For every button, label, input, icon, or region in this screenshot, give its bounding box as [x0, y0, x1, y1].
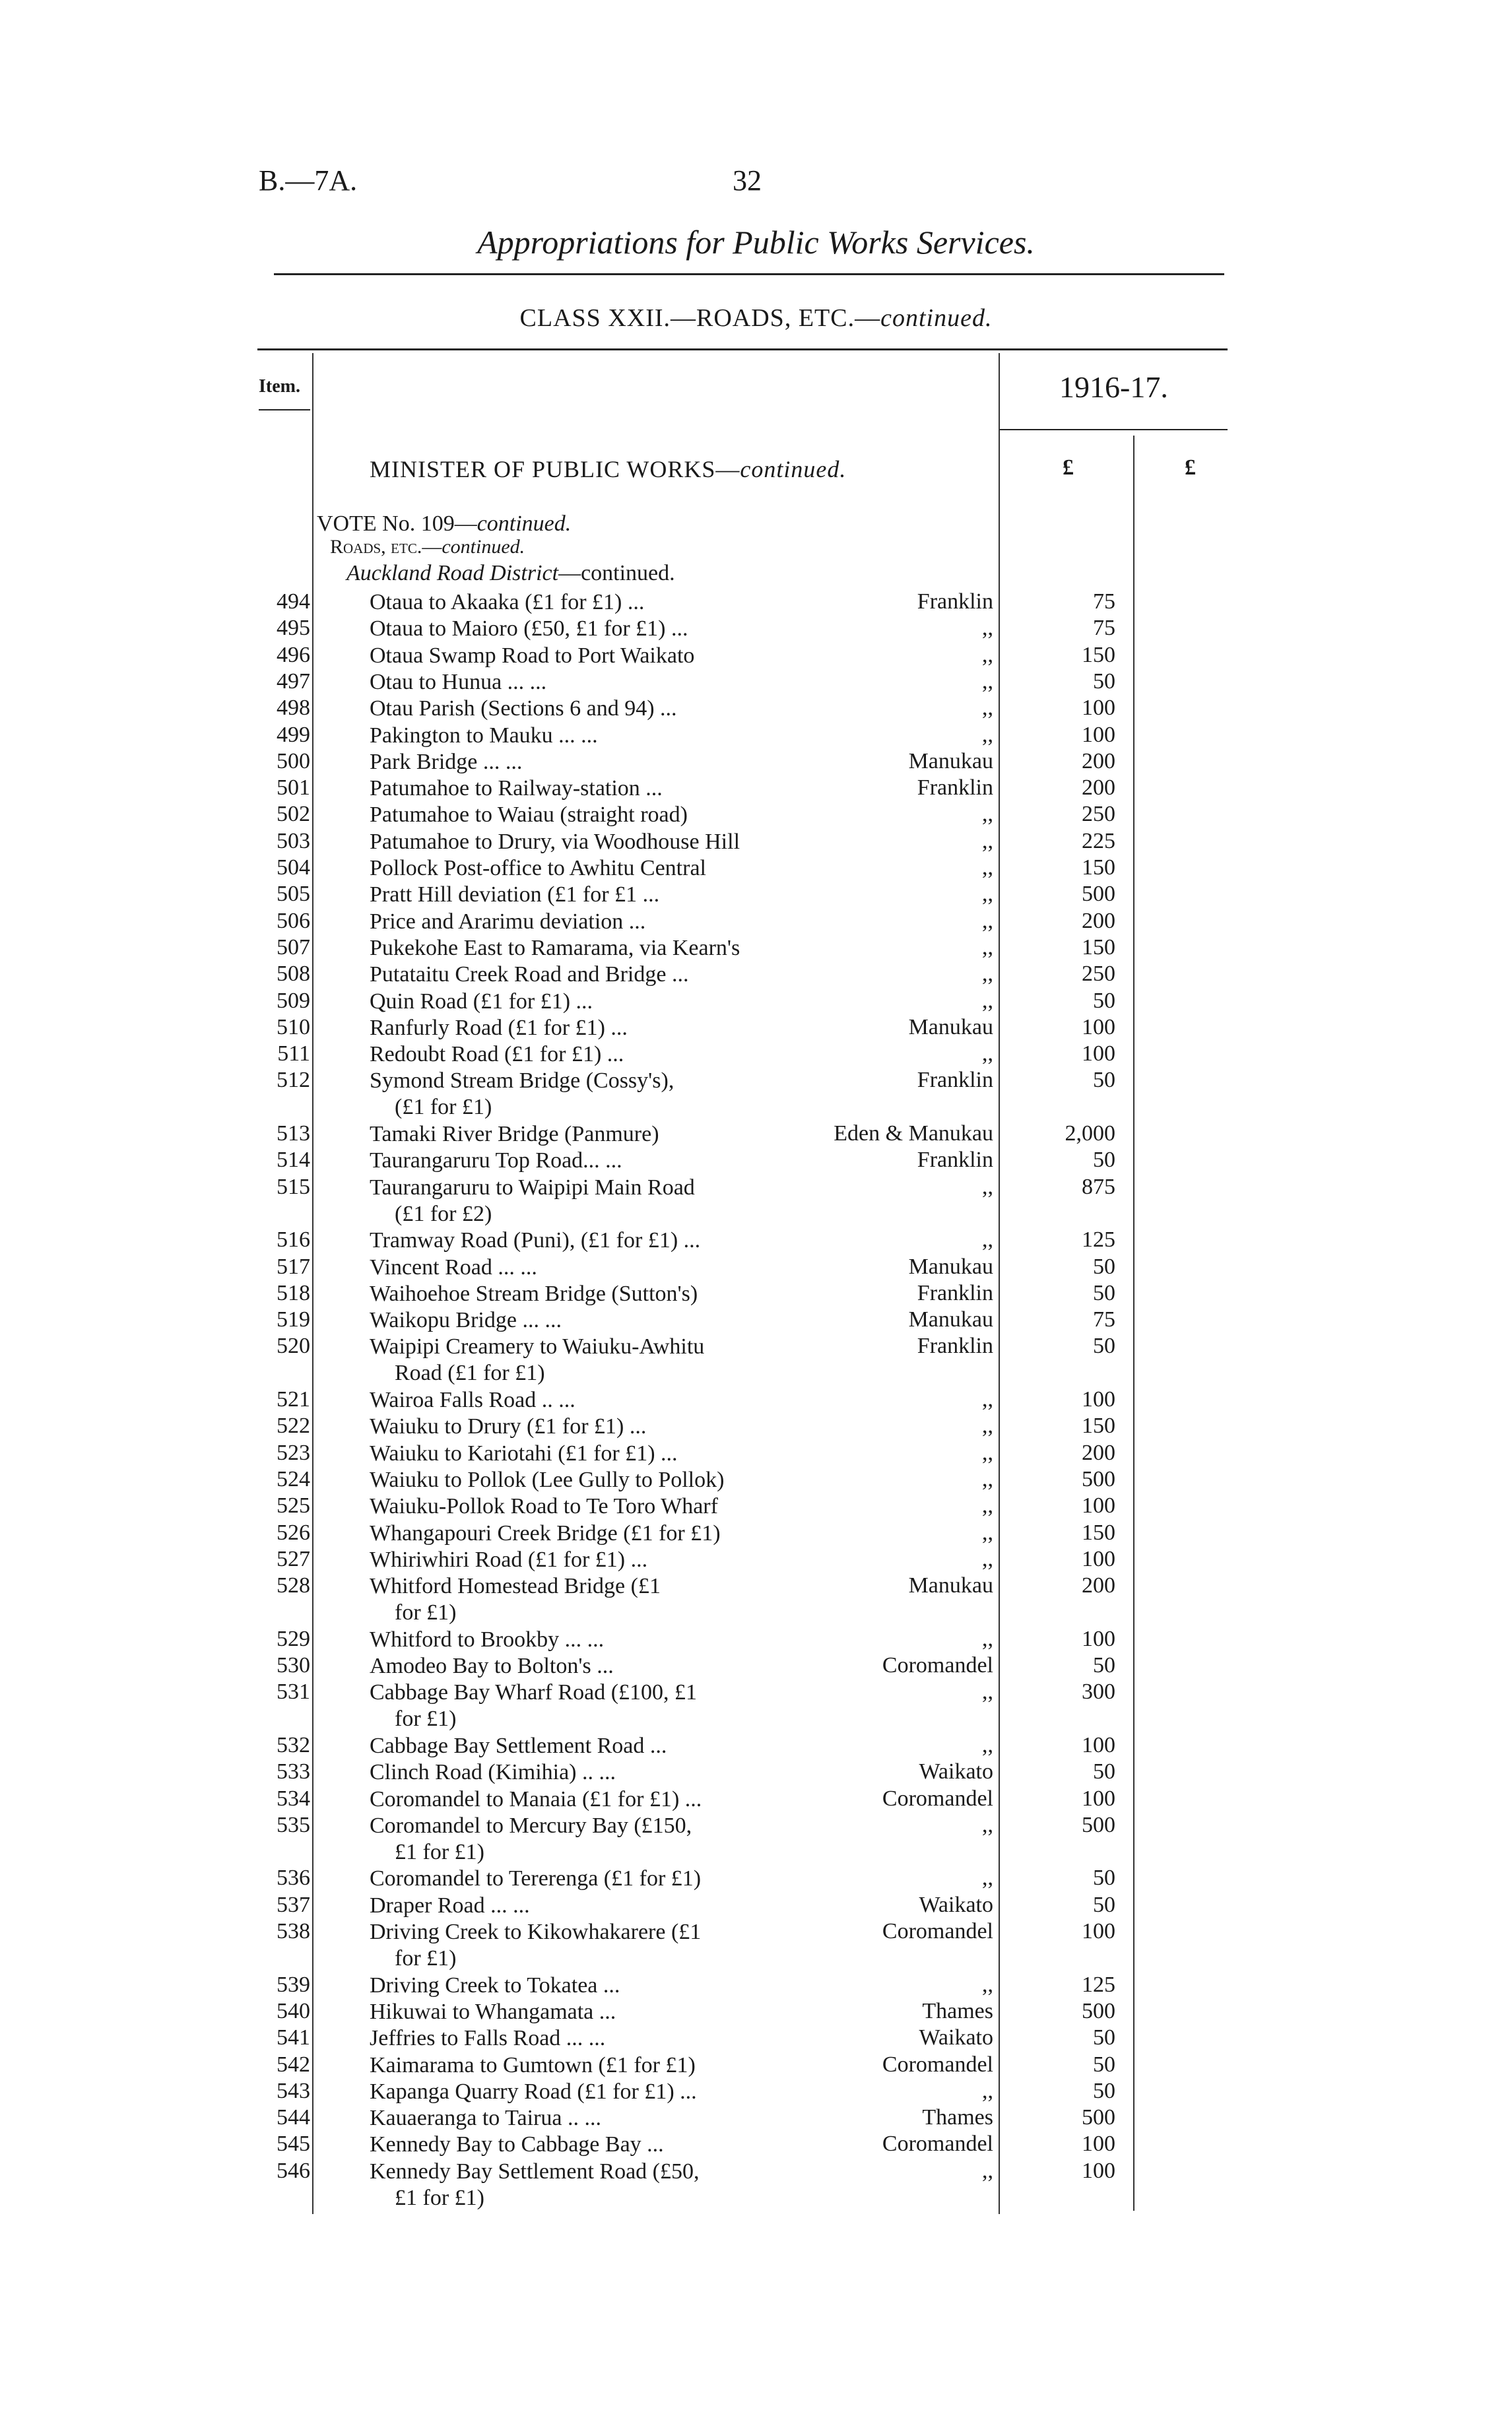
- item-number: 501: [277, 775, 310, 800]
- electoral-district: ,,: [982, 802, 993, 827]
- electoral-district: Eden & Manukau: [834, 1121, 993, 1146]
- item-column-header: Item.: [259, 376, 300, 397]
- electoral-district: Thames: [922, 1998, 993, 2023]
- electoral-district: ,,: [982, 988, 993, 1013]
- electoral-district: ,,: [982, 1466, 993, 1491]
- electoral-district: Coromandel: [882, 2052, 993, 2077]
- amount: 200: [1082, 775, 1115, 800]
- roads-heading: [330, 536, 525, 558]
- item-number: 530: [277, 1653, 310, 1678]
- amount: 100: [1082, 696, 1115, 721]
- item-number: 520: [277, 1334, 310, 1359]
- currency-symbol-2: £: [1185, 455, 1196, 480]
- item-description-line: Vincent Road ... ...: [370, 1255, 537, 1280]
- item-number: 502: [277, 802, 310, 827]
- electoral-district: ,,: [982, 934, 993, 960]
- amount: 250: [1082, 802, 1115, 827]
- item-number: 540: [277, 1998, 310, 2023]
- electoral-district: ,,: [982, 1546, 993, 1571]
- item-number: 504: [277, 855, 310, 880]
- item-number: 529: [277, 1626, 310, 1651]
- item-number: 495: [277, 616, 310, 641]
- item-description-line: Pollock Post-office to Awhitu Central: [370, 856, 706, 880]
- electoral-district: ,,: [982, 1414, 993, 1439]
- electoral-district: ,,: [982, 1626, 993, 1651]
- amount: 50: [1093, 1068, 1115, 1093]
- item-number: 500: [277, 748, 310, 773]
- electoral-district: Franklin: [917, 1068, 993, 1093]
- amount: 50: [1093, 669, 1115, 694]
- item-description-line: £1 for £1): [395, 1839, 484, 1864]
- item-number: 527: [277, 1546, 310, 1571]
- amount: 150: [1082, 934, 1115, 960]
- item-number: 541: [277, 2025, 310, 2050]
- item-description-line: Taurangaruru to Waipipi Main Road: [370, 1175, 695, 1200]
- item-number: 528: [277, 1573, 310, 1598]
- item-column-divider: [312, 353, 313, 2214]
- electoral-district: Waikato: [919, 2025, 993, 2050]
- electoral-district: ,,: [982, 616, 993, 641]
- item-description-line: Cabbage Bay Settlement Road ...: [370, 1733, 667, 1758]
- item-number: 534: [277, 1786, 310, 1811]
- item-description-line: Whiriwhiri Road (£1 for £1) ...: [370, 1547, 648, 1572]
- ministry-heading-continued: continued.: [740, 456, 847, 482]
- amount: 500: [1082, 1812, 1115, 1837]
- item-number: 513: [277, 1121, 310, 1146]
- electoral-district: ,,: [982, 1680, 993, 1705]
- item-description-line: Jeffries to Falls Road ... ...: [370, 2026, 606, 2051]
- amount: 75: [1093, 616, 1115, 641]
- electoral-district: ,,: [982, 696, 993, 721]
- amount: 200: [1082, 748, 1115, 773]
- district-heading: [346, 561, 675, 586]
- roads-heading-main: Roads, etc.—: [330, 536, 442, 558]
- item-description-line: Otau Parish (Sections 6 and 94) ...: [370, 696, 677, 721]
- item-description-line: Tamaki River Bridge (Panmure): [370, 1122, 659, 1146]
- year-column-header: 1916-17.: [1059, 370, 1168, 404]
- item-number: 518: [277, 1280, 310, 1305]
- amount: 200: [1082, 1440, 1115, 1465]
- amount: 75: [1093, 589, 1115, 614]
- item-description-line: Pakington to Mauku ... ...: [370, 723, 598, 748]
- item-number: 508: [277, 962, 310, 987]
- electoral-district: Coromandel: [882, 1786, 993, 1811]
- electoral-district: Coromandel: [882, 2132, 993, 2157]
- item-description-line: Taurangaruru Top Road... ...: [370, 1148, 622, 1173]
- amount: 50: [1093, 1254, 1115, 1279]
- amount: 125: [1082, 1227, 1115, 1253]
- item-description-line: Waiuku to Pollok (Lee Gully to Pollok): [370, 1467, 725, 1492]
- class-heading-main: CLASS XXII.—ROADS, ETC.—: [519, 304, 881, 332]
- amount: 50: [1093, 1653, 1115, 1678]
- amount-column-divider: [999, 353, 1000, 2214]
- item-description-line: Cabbage Bay Wharf Road (£100, £1: [370, 1680, 698, 1705]
- item-number: 512: [277, 1068, 310, 1093]
- vote-heading: [317, 511, 571, 537]
- item-number: 503: [277, 828, 310, 853]
- item-number: 510: [277, 1014, 310, 1039]
- item-description-line: Redoubt Road (£1 for £1) ...: [370, 1042, 624, 1067]
- item-description-line: Putataitu Creek Road and Bridge ...: [370, 962, 689, 987]
- item-description-line: Kennedy Bay Settlement Road (£50,: [370, 2159, 700, 2184]
- electoral-district: ,,: [982, 1866, 993, 1891]
- item-description-line: Price and Ararimu deviation ...: [370, 909, 646, 934]
- item-description-line: for £1): [395, 1946, 457, 1971]
- electoral-district: Franklin: [917, 1280, 993, 1305]
- electoral-district: ,,: [982, 1493, 993, 1518]
- item-number: 538: [277, 1919, 310, 1943]
- electoral-district: ,,: [982, 1174, 993, 1199]
- item-description-line: Driving Creek to Kikowhakarere (£1: [370, 1920, 702, 1944]
- amount: 100: [1082, 1919, 1115, 1943]
- item-description-line: Ranfurly Road (£1 for £1) ...: [370, 1015, 628, 1040]
- electoral-district: ,,: [982, 962, 993, 987]
- item-description-line: Patumahoe to Drury, via Woodhouse Hill: [370, 829, 740, 854]
- item-description-line: Pratt Hill deviation (£1 for £1 ...: [370, 882, 660, 907]
- item-description-line: Patumahoe to Railway-station ...: [370, 776, 663, 801]
- ministry-heading: [370, 455, 846, 483]
- item-description-line: Whitford Homestead Bridge (£1: [370, 1574, 661, 1599]
- amount: 50: [1093, 988, 1115, 1013]
- item-number: 499: [277, 722, 310, 747]
- item-number: 535: [277, 1812, 310, 1837]
- item-description-line: Waihoehoe Stream Bridge (Sutton's): [370, 1281, 698, 1306]
- item-number: 517: [277, 1254, 310, 1279]
- item-description-line: Wairoa Falls Road .. ...: [370, 1388, 575, 1412]
- electoral-district: ,,: [982, 642, 993, 667]
- item-number: 515: [277, 1174, 310, 1199]
- amount: 2,000: [1065, 1121, 1115, 1146]
- item-number: 516: [277, 1227, 310, 1253]
- item-description-line: Clinch Road (Kimihia) .. ...: [370, 1760, 616, 1785]
- item-description-line: Waiuku to Drury (£1 for £1) ...: [370, 1414, 647, 1439]
- item-description-line: Hikuwai to Whangamata ...: [370, 1999, 616, 2024]
- amount: 100: [1082, 1732, 1115, 1757]
- page-title: Appropriations for Public Works Services.: [477, 224, 1035, 261]
- item-number: 537: [277, 1892, 310, 1917]
- district-heading-continued: —continued.: [558, 561, 675, 585]
- electoral-district: Franklin: [917, 775, 993, 800]
- item-description-line: Road (£1 for £1): [395, 1361, 545, 1386]
- amount: 150: [1082, 1414, 1115, 1439]
- electoral-district: ,,: [982, 722, 993, 747]
- item-number: 514: [277, 1148, 310, 1173]
- electoral-district: ,,: [982, 2078, 993, 2103]
- electoral-district: ,,: [982, 669, 993, 694]
- amount: 100: [1082, 722, 1115, 747]
- item-number: 532: [277, 1732, 310, 1757]
- amount: 875: [1082, 1174, 1115, 1199]
- amount: 50: [1093, 1759, 1115, 1784]
- item-description-line: Park Bridge ... ...: [370, 749, 523, 774]
- amount: 100: [1082, 1786, 1115, 1811]
- item-number: 507: [277, 934, 310, 960]
- item-number: 544: [277, 2105, 310, 2130]
- item-description-line: Waiuku to Kariotahi (£1 for £1) ...: [370, 1441, 678, 1466]
- item-description-line: Otaua to Maioro (£50, £1 for £1) ...: [370, 616, 688, 641]
- item-number: 494: [277, 589, 310, 614]
- item-number: 521: [277, 1387, 310, 1412]
- amount: 50: [1093, 2078, 1115, 2103]
- electoral-district: Franklin: [917, 589, 993, 614]
- amount: 100: [1082, 1014, 1115, 1039]
- item-description-line: Kapanga Quarry Road (£1 for £1) ...: [370, 2079, 697, 2104]
- item-number: 519: [277, 1307, 310, 1332]
- vote-heading-main: VOTE No. 109—: [317, 511, 477, 536]
- item-description-line: Waiuku-Pollok Road to Te Toro Wharf: [370, 1494, 718, 1519]
- item-number: 542: [277, 2052, 310, 2077]
- item-number: 539: [277, 1972, 310, 1997]
- electoral-district: Waikato: [919, 1759, 993, 1784]
- electoral-district: Manukau: [908, 1573, 993, 1598]
- item-description-line: Otaua Swamp Road to Port Waikato: [370, 643, 695, 668]
- item-description-line: Patumahoe to Waiau (straight road): [370, 802, 688, 828]
- amount: 500: [1082, 1466, 1115, 1491]
- amount: 100: [1082, 1493, 1115, 1518]
- amount: 150: [1082, 1520, 1115, 1545]
- electoral-district: Franklin: [917, 1148, 993, 1173]
- amount: 75: [1093, 1307, 1115, 1332]
- class-heading-continued: continued.: [880, 304, 993, 332]
- table-top-rule: [257, 348, 1228, 350]
- item-description-line: Coromandel to Mercury Bay (£150,: [370, 1813, 692, 1838]
- amount: 500: [1082, 1998, 1115, 2023]
- electoral-district: ,,: [982, 882, 993, 907]
- electoral-district: Manukau: [908, 1307, 993, 1332]
- electoral-district: Coromandel: [882, 1919, 993, 1943]
- item-description-line: (£1 for £2): [395, 1201, 492, 1226]
- item-number: 506: [277, 908, 310, 933]
- item-description-line: Waikopu Bridge ... ...: [370, 1308, 562, 1333]
- item-number: 545: [277, 2132, 310, 2157]
- item-number: 526: [277, 1520, 310, 1545]
- item-description-line: for £1): [395, 1707, 457, 1732]
- amount: 50: [1093, 1280, 1115, 1305]
- item-number: 522: [277, 1414, 310, 1439]
- amount: 150: [1082, 855, 1115, 880]
- item-number: 505: [277, 882, 310, 907]
- electoral-district: Manukau: [908, 748, 993, 773]
- item-description-line: (£1 for £1): [395, 1095, 492, 1120]
- title-rule: [274, 273, 1224, 275]
- item-description-line: Waipipi Creamery to Waiuku-Awhitu: [370, 1334, 705, 1359]
- item-description-line: Coromandel to Manaia (£1 for £1) ...: [370, 1786, 702, 1812]
- electoral-district: ,,: [982, 1387, 993, 1412]
- electoral-district: Coromandel: [882, 1653, 993, 1678]
- currency-symbol-1: £: [1063, 455, 1074, 480]
- electoral-district: ,,: [982, 1732, 993, 1757]
- amount: 500: [1082, 882, 1115, 907]
- item-description-line: Driving Creek to Tokatea ...: [370, 1973, 620, 1998]
- amount: 50: [1093, 2052, 1115, 2077]
- amount: 50: [1093, 1148, 1115, 1173]
- electoral-district: ,,: [982, 1227, 993, 1253]
- document-reference: B.—7A.: [259, 164, 358, 197]
- item-description-line: Whitford to Brookby ... ...: [370, 1627, 605, 1652]
- year-header-rule: [1000, 429, 1228, 430]
- item-description-line: Amodeo Bay to Bolton's ...: [370, 1654, 614, 1678]
- item-number: 531: [277, 1680, 310, 1705]
- amount: 300: [1082, 1680, 1115, 1705]
- electoral-district: ,,: [982, 2158, 993, 2183]
- electoral-district: ,,: [982, 1972, 993, 1997]
- item-description-line: Kauaeranga to Tairua .. ...: [370, 2106, 602, 2131]
- district-heading-main: Auckland Road District: [346, 561, 559, 585]
- amount: 50: [1093, 2025, 1115, 2050]
- amount: 100: [1082, 2158, 1115, 2183]
- item-number: 498: [277, 696, 310, 721]
- class-heading: [0, 304, 1512, 333]
- electoral-district: Franklin: [917, 1334, 993, 1359]
- amount: 200: [1082, 1573, 1115, 1598]
- item-number: 496: [277, 642, 310, 667]
- item-description-line: Coromandel to Tererenga (£1 for £1): [370, 1866, 702, 1891]
- electoral-district: Thames: [922, 2105, 993, 2130]
- item-description-line: Otau to Hunua ... ...: [370, 669, 547, 694]
- amount: 100: [1082, 1546, 1115, 1571]
- page-number: 32: [733, 164, 762, 197]
- ministry-heading-main: MINISTER OF PUBLIC WORKS—: [370, 456, 740, 482]
- electoral-district: ,,: [982, 1520, 993, 1545]
- amount: 100: [1082, 1626, 1115, 1651]
- amount: 250: [1082, 962, 1115, 987]
- amount: 50: [1093, 1334, 1115, 1359]
- amount: 500: [1082, 2105, 1115, 2130]
- item-number: 509: [277, 988, 310, 1013]
- item-number: 524: [277, 1466, 310, 1491]
- electoral-district: Manukau: [908, 1014, 993, 1039]
- amount: 100: [1082, 1387, 1115, 1412]
- electoral-district: ,,: [982, 855, 993, 880]
- item-number: 523: [277, 1440, 310, 1465]
- electoral-district: ,,: [982, 1812, 993, 1837]
- amount: 50: [1093, 1866, 1115, 1891]
- item-description-line: Whangapouri Creek Bridge (£1 for £1): [370, 1520, 721, 1546]
- item-number: 533: [277, 1759, 310, 1784]
- electoral-district: ,,: [982, 1440, 993, 1465]
- item-description-line: Symond Stream Bridge (Cossy's),: [370, 1068, 674, 1094]
- item-description-line: Tramway Road (Puni), (£1 for £1) ...: [370, 1228, 701, 1253]
- vote-heading-continued: continued.: [477, 511, 572, 536]
- item-number: 543: [277, 2078, 310, 2103]
- second-amount-divider: [1133, 436, 1134, 2211]
- item-header-rule: [259, 409, 310, 410]
- item-description-line: Draper Road ... ...: [370, 1893, 530, 1918]
- item-description-line: Kennedy Bay to Cabbage Bay ...: [370, 2132, 664, 2157]
- electoral-district: Manukau: [908, 1254, 993, 1279]
- amount: 150: [1082, 642, 1115, 667]
- item-description-line: £1 for £1): [395, 2185, 484, 2210]
- electoral-district: ,,: [982, 1041, 993, 1066]
- amount: 100: [1082, 2132, 1115, 2157]
- item-number: 511: [277, 1041, 310, 1066]
- electoral-district: Waikato: [919, 1892, 993, 1917]
- item-description-line: Kaimarama to Gumtown (£1 for £1): [370, 2052, 696, 2077]
- roads-heading-continued: continued.: [442, 536, 525, 558]
- amount: 100: [1082, 1041, 1115, 1066]
- electoral-district: ,,: [982, 908, 993, 933]
- item-number: 525: [277, 1493, 310, 1518]
- item-description-line: Otaua to Akaaka (£1 for £1) ...: [370, 590, 645, 614]
- item-description-line: Pukekohe East to Ramarama, via Kearn's: [370, 935, 740, 960]
- item-description-line: Quin Road (£1 for £1) ...: [370, 989, 593, 1014]
- item-number: 497: [277, 669, 310, 694]
- item-number: 536: [277, 1866, 310, 1891]
- amount: 225: [1082, 828, 1115, 853]
- electoral-district: ,,: [982, 828, 993, 853]
- item-description-line: for £1): [395, 1600, 457, 1625]
- amount: 50: [1093, 1892, 1115, 1917]
- amount: 125: [1082, 1972, 1115, 1997]
- amount: 200: [1082, 908, 1115, 933]
- item-number: 546: [277, 2158, 310, 2183]
